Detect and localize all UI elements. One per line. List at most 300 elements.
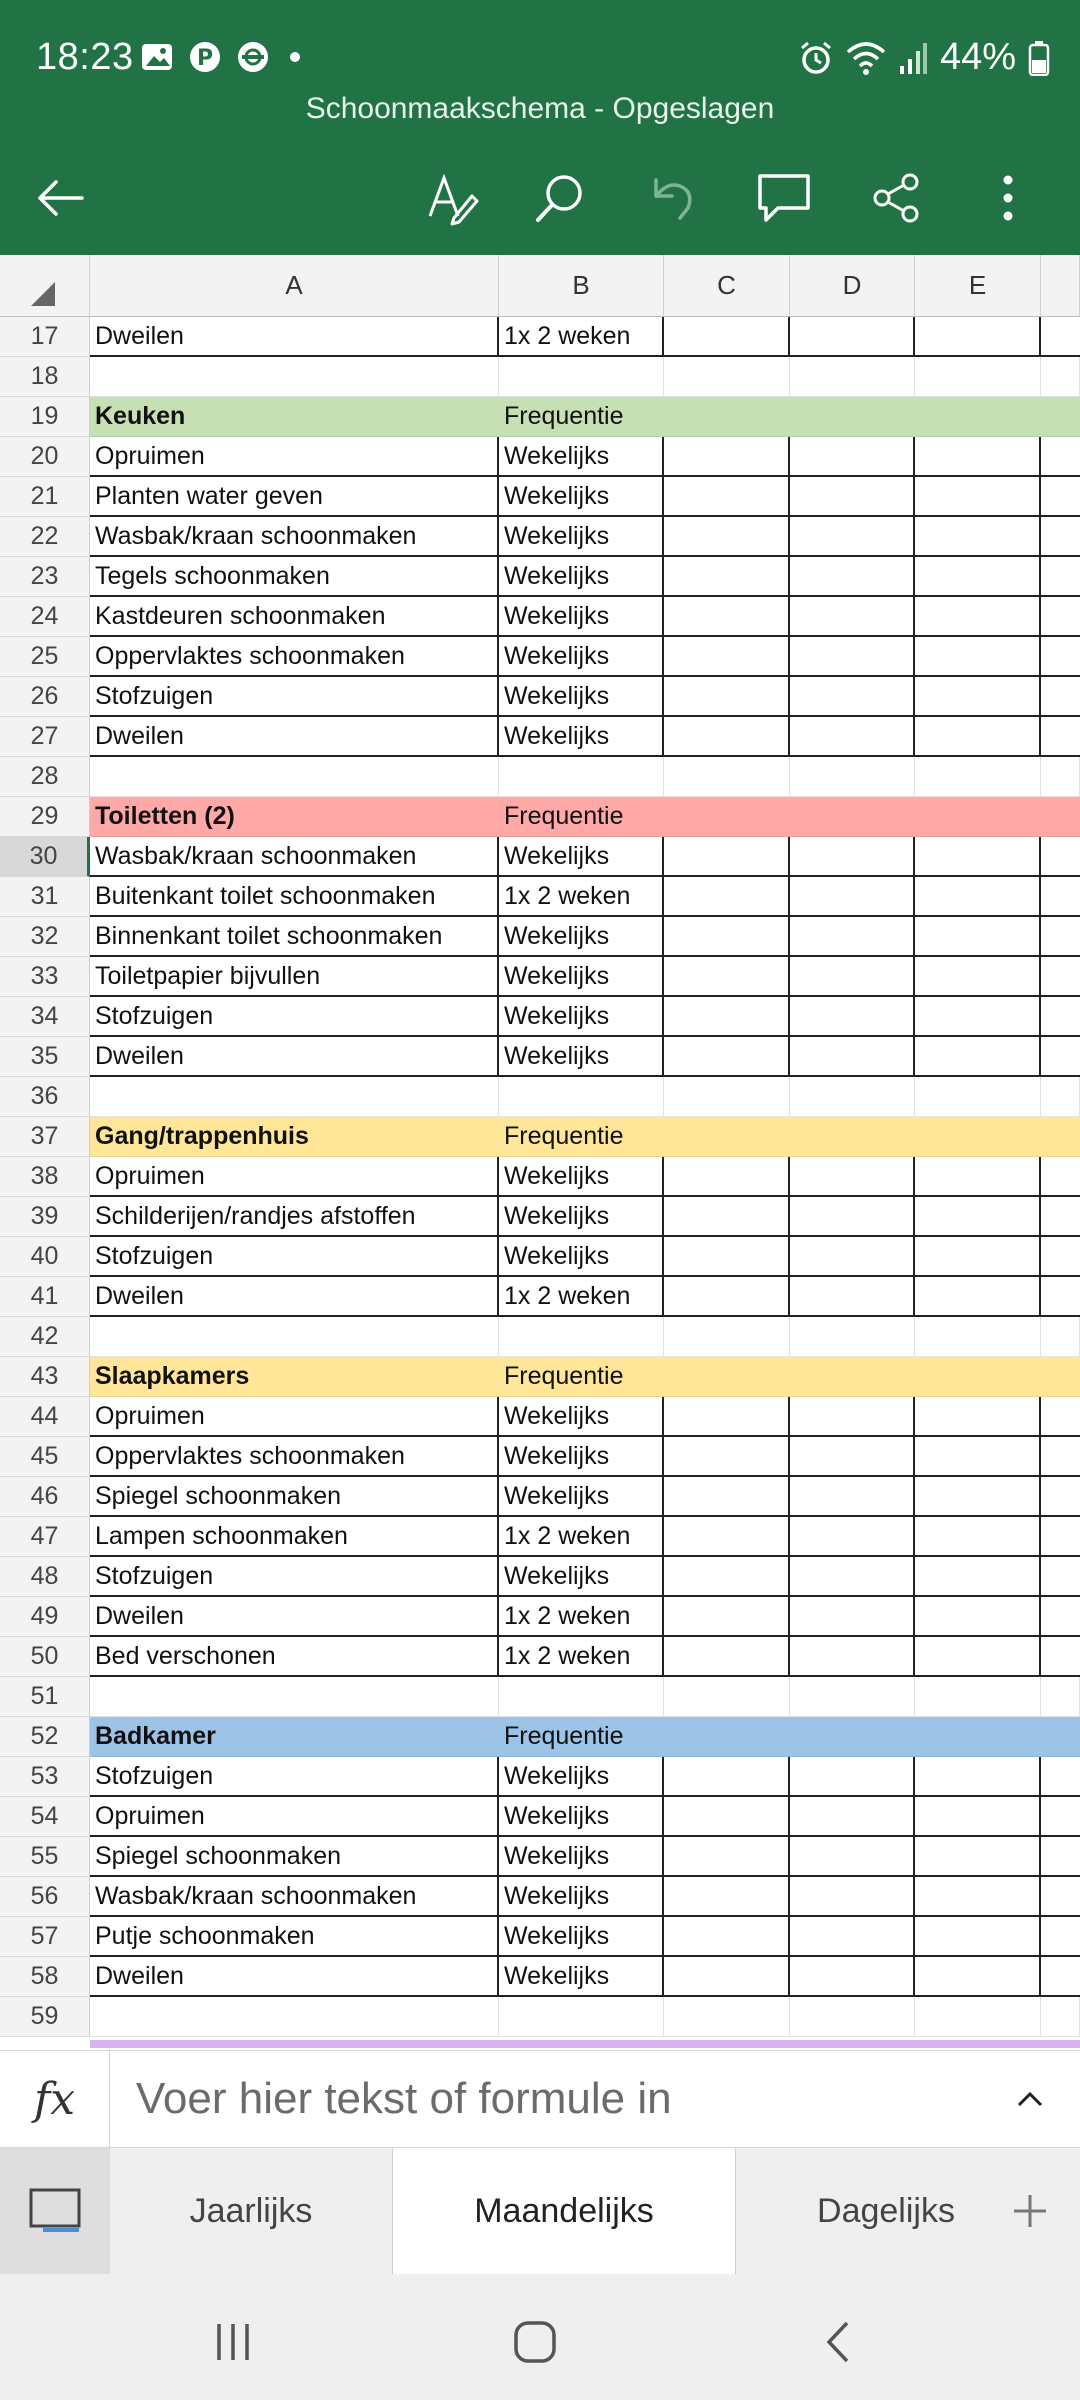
cell-a[interactable]: [90, 1077, 499, 1117]
cell-c[interactable]: [664, 1477, 790, 1517]
cell-d[interactable]: [790, 797, 915, 837]
cell-b[interactable]: Wekelijks: [499, 1957, 664, 1997]
cell-a[interactable]: Planten water geven: [90, 477, 499, 517]
row-number[interactable]: 49: [0, 1597, 90, 1637]
cell-f[interactable]: [1041, 1957, 1080, 1997]
cell-e[interactable]: [915, 437, 1041, 477]
tab-dagelijks[interactable]: Dagelijks: [817, 2191, 955, 2230]
cell-d[interactable]: [790, 1717, 915, 1757]
cell-f[interactable]: [1041, 437, 1080, 477]
cell-e[interactable]: [915, 1957, 1041, 1997]
cell-b[interactable]: Wekelijks: [499, 1477, 664, 1517]
cell-b[interactable]: Wekelijks: [499, 637, 664, 677]
cell-c[interactable]: [664, 1357, 790, 1397]
row-number[interactable]: 47: [0, 1517, 90, 1557]
cell-d[interactable]: [790, 517, 915, 557]
cell-b[interactable]: Wekelijks: [499, 677, 664, 717]
row-number[interactable]: 23: [0, 557, 90, 597]
cell-a[interactable]: [90, 357, 499, 397]
cell-c[interactable]: [664, 437, 790, 477]
cell-e[interactable]: [915, 1797, 1041, 1837]
row-number[interactable]: 29: [0, 797, 90, 837]
back-button[interactable]: [30, 168, 90, 228]
cell-b[interactable]: Wekelijks: [499, 1557, 664, 1597]
column-header-f[interactable]: [1041, 255, 1080, 317]
row-number[interactable]: 55: [0, 1837, 90, 1877]
cell-b[interactable]: [499, 1317, 664, 1357]
cell-b[interactable]: Wekelijks: [499, 1837, 664, 1877]
row-number[interactable]: 20: [0, 437, 90, 477]
cell-d[interactable]: [790, 1797, 915, 1837]
cell-a[interactable]: [90, 1317, 499, 1357]
cell-a[interactable]: Opruimen: [90, 437, 499, 477]
cell-b[interactable]: Frequentie: [499, 397, 664, 437]
row-number[interactable]: 58: [0, 1957, 90, 1997]
cell-f[interactable]: [1041, 877, 1080, 917]
cell-b[interactable]: Wekelijks: [499, 437, 664, 477]
cell-b[interactable]: [499, 357, 664, 397]
cell-a[interactable]: Wasbak/kraan schoonmaken: [90, 517, 499, 557]
cell-e[interactable]: [915, 1197, 1041, 1237]
cell-f[interactable]: [1041, 1517, 1080, 1557]
cell-f[interactable]: [1041, 1757, 1080, 1797]
row-number[interactable]: 37: [0, 1117, 90, 1157]
cell-c[interactable]: [664, 1517, 790, 1557]
cell-d[interactable]: [790, 637, 915, 677]
cell-c[interactable]: [664, 1077, 790, 1117]
cell-b[interactable]: Wekelijks: [499, 1797, 664, 1837]
cell-e[interactable]: [915, 1277, 1041, 1317]
cell-f[interactable]: [1041, 1437, 1080, 1477]
cell-b[interactable]: Frequentie: [499, 1717, 664, 1757]
row-number[interactable]: 59: [0, 1997, 90, 2037]
spreadsheet-grid[interactable]: [0, 255, 1080, 2050]
cell-f[interactable]: [1041, 1397, 1080, 1437]
row-number[interactable]: 30: [0, 837, 90, 877]
cell-d[interactable]: [790, 1237, 915, 1277]
cell-d[interactable]: [790, 1597, 915, 1637]
cell-a[interactable]: Dweilen: [90, 1037, 499, 1077]
cell-c[interactable]: [664, 1637, 790, 1677]
cell-a[interactable]: Stofzuigen: [90, 677, 499, 717]
cell-c[interactable]: [664, 557, 790, 597]
cell-b[interactable]: Frequentie: [499, 1357, 664, 1397]
cell-d[interactable]: [790, 757, 915, 797]
cell-f[interactable]: [1041, 1557, 1080, 1597]
cell-c[interactable]: [664, 1317, 790, 1357]
cell-e[interactable]: [915, 1677, 1041, 1717]
row-number[interactable]: 56: [0, 1877, 90, 1917]
expand-formula-button[interactable]: [1010, 2079, 1050, 2119]
cell-e[interactable]: [915, 1477, 1041, 1517]
cell-f[interactable]: [1041, 717, 1080, 757]
cell-a[interactable]: Spiegel schoonmaken: [90, 1837, 499, 1877]
cell-b[interactable]: Wekelijks: [499, 997, 664, 1037]
cell-a[interactable]: Dweilen: [90, 317, 499, 357]
cell-c[interactable]: [664, 677, 790, 717]
cell-e[interactable]: [915, 1757, 1041, 1797]
cell-f[interactable]: [1041, 1077, 1080, 1117]
cell-d[interactable]: [790, 837, 915, 877]
share-button[interactable]: [866, 168, 926, 228]
cell-a[interactable]: [90, 757, 499, 797]
cell-d[interactable]: [790, 1277, 915, 1317]
cell-d[interactable]: [790, 1757, 915, 1797]
cell-a[interactable]: Oppervlaktes schoonmaken: [90, 637, 499, 677]
cell-d[interactable]: [790, 1157, 915, 1197]
cell-a[interactable]: [90, 1997, 499, 2037]
cell-e[interactable]: [915, 717, 1041, 757]
cell-c[interactable]: [664, 1717, 790, 1757]
cell-d[interactable]: [790, 917, 915, 957]
cell-f[interactable]: [1041, 997, 1080, 1037]
cell-a[interactable]: Tegels schoonmaken: [90, 557, 499, 597]
cell-c[interactable]: [664, 1957, 790, 1997]
sheet-list-button[interactable]: [0, 2148, 110, 2274]
cell-c[interactable]: [664, 477, 790, 517]
cell-d[interactable]: [790, 1557, 915, 1597]
fx-button[interactable]: fx: [0, 2051, 110, 2147]
cell-e[interactable]: [915, 1557, 1041, 1597]
cell-d[interactable]: [790, 1877, 915, 1917]
row-number[interactable]: 32: [0, 917, 90, 957]
formula-input[interactable]: Voer hier tekst of formule in: [136, 2074, 672, 2123]
cell-c[interactable]: [664, 1557, 790, 1597]
cell-f[interactable]: [1041, 357, 1080, 397]
cell-d[interactable]: [790, 997, 915, 1037]
cell-c[interactable]: [664, 837, 790, 877]
cell-f[interactable]: [1041, 517, 1080, 557]
home-button[interactable]: [505, 2312, 565, 2372]
cell-a[interactable]: Putje schoonmaken: [90, 1917, 499, 1957]
cell-e[interactable]: [915, 1117, 1041, 1157]
cell-c[interactable]: [664, 1797, 790, 1837]
cell-f[interactable]: [1041, 1037, 1080, 1077]
cell-e[interactable]: [915, 1877, 1041, 1917]
cell-c[interactable]: [664, 1397, 790, 1437]
cell-e[interactable]: [915, 997, 1041, 1037]
cell-b[interactable]: 1x 2 weken: [499, 317, 664, 357]
cell-b[interactable]: Wekelijks: [499, 1157, 664, 1197]
cell-e[interactable]: [915, 477, 1041, 517]
cell-d[interactable]: [790, 1397, 915, 1437]
column-header-e[interactable]: E: [915, 255, 1041, 317]
select-all-corner[interactable]: [0, 255, 90, 317]
cell-e[interactable]: [915, 1357, 1041, 1397]
cell-d[interactable]: [790, 1997, 915, 2037]
cell-f[interactable]: [1041, 1877, 1080, 1917]
cell-e[interactable]: [915, 397, 1041, 437]
cell-a[interactable]: Dweilen: [90, 1957, 499, 1997]
cell-a[interactable]: Binnenkant toilet schoonmaken: [90, 917, 499, 957]
row-number[interactable]: 22: [0, 517, 90, 557]
cell-d[interactable]: [790, 477, 915, 517]
cell-a[interactable]: Wasbak/kraan schoonmaken: [90, 837, 499, 877]
cell-b[interactable]: [499, 1677, 664, 1717]
cell-e[interactable]: [915, 1077, 1041, 1117]
cell-f[interactable]: [1041, 1717, 1080, 1757]
cell-e[interactable]: [915, 1837, 1041, 1877]
cell-f[interactable]: [1041, 597, 1080, 637]
cell-a[interactable]: Toiletten (2): [90, 797, 499, 837]
row-number[interactable]: 24: [0, 597, 90, 637]
cell-b[interactable]: Wekelijks: [499, 1037, 664, 1077]
cell-a[interactable]: Stofzuigen: [90, 1237, 499, 1277]
cell-c[interactable]: [664, 1837, 790, 1877]
cell-b[interactable]: Wekelijks: [499, 957, 664, 997]
tab-maandelijks[interactable]: Maandelijks: [392, 2148, 736, 2274]
cell-b[interactable]: Wekelijks: [499, 477, 664, 517]
cell-c[interactable]: [664, 1677, 790, 1717]
cell-f[interactable]: [1041, 1797, 1080, 1837]
row-number[interactable]: 28: [0, 757, 90, 797]
cell-c[interactable]: [664, 1597, 790, 1637]
cell-a[interactable]: Spiegel schoonmaken: [90, 1477, 499, 1517]
cell-c[interactable]: [664, 757, 790, 797]
cell-d[interactable]: [790, 397, 915, 437]
cell-e[interactable]: [915, 557, 1041, 597]
cell-e[interactable]: [915, 1517, 1041, 1557]
more-options-button[interactable]: [978, 168, 1038, 228]
cell-c[interactable]: [664, 357, 790, 397]
cell-f[interactable]: [1041, 677, 1080, 717]
row-number[interactable]: 43: [0, 1357, 90, 1397]
cell-f[interactable]: [1041, 1357, 1080, 1397]
cell-c[interactable]: [664, 637, 790, 677]
cell-f[interactable]: [1041, 757, 1080, 797]
cell-f[interactable]: [1041, 557, 1080, 597]
cell-c[interactable]: [664, 957, 790, 997]
cell-f[interactable]: [1041, 797, 1080, 837]
cell-f[interactable]: [1041, 637, 1080, 677]
cell-b[interactable]: [499, 1997, 664, 2037]
cell-e[interactable]: [915, 517, 1041, 557]
cell-b[interactable]: 1x 2 weken: [499, 1597, 664, 1637]
cell-f[interactable]: [1041, 837, 1080, 877]
cell-c[interactable]: [664, 597, 790, 637]
cell-d[interactable]: [790, 357, 915, 397]
cell-c[interactable]: [664, 1157, 790, 1197]
cell-d[interactable]: [790, 1037, 915, 1077]
cell-c[interactable]: [664, 717, 790, 757]
row-number[interactable]: 18: [0, 357, 90, 397]
cell-e[interactable]: [915, 1037, 1041, 1077]
cell-f[interactable]: [1041, 1597, 1080, 1637]
cell-a[interactable]: [90, 1677, 499, 1717]
cell-e[interactable]: [915, 677, 1041, 717]
cell-d[interactable]: [790, 1437, 915, 1477]
undo-button[interactable]: [642, 168, 702, 228]
row-number[interactable]: 44: [0, 1397, 90, 1437]
cell-c[interactable]: [664, 1757, 790, 1797]
cell-c[interactable]: [664, 1917, 790, 1957]
row-number[interactable]: 45: [0, 1437, 90, 1477]
add-sheet-button[interactable]: [1000, 2181, 1060, 2241]
cell-f[interactable]: [1041, 1677, 1080, 1717]
cell-a[interactable]: Gang/trappenhuis: [90, 1117, 499, 1157]
cell-d[interactable]: [790, 957, 915, 997]
cell-a[interactable]: Dweilen: [90, 1597, 499, 1637]
cell-e[interactable]: [915, 757, 1041, 797]
cell-b[interactable]: Wekelijks: [499, 717, 664, 757]
cell-c[interactable]: [664, 397, 790, 437]
cell-a[interactable]: Dweilen: [90, 1277, 499, 1317]
cell-f[interactable]: [1041, 397, 1080, 437]
cell-c[interactable]: [664, 917, 790, 957]
row-number[interactable]: 42: [0, 1317, 90, 1357]
row-number[interactable]: 51: [0, 1677, 90, 1717]
cell-e[interactable]: [915, 1397, 1041, 1437]
cell-f[interactable]: [1041, 1917, 1080, 1957]
row-number[interactable]: 33: [0, 957, 90, 997]
row-number[interactable]: 57: [0, 1917, 90, 1957]
cell-b[interactable]: Wekelijks: [499, 1397, 664, 1437]
cell-e[interactable]: [915, 317, 1041, 357]
row-number[interactable]: 39: [0, 1197, 90, 1237]
cell-e[interactable]: [915, 1717, 1041, 1757]
cell-a[interactable]: Dweilen: [90, 717, 499, 757]
cell-e[interactable]: [915, 1237, 1041, 1277]
search-button[interactable]: [530, 168, 590, 228]
recent-apps-button[interactable]: [203, 2312, 263, 2372]
cell-d[interactable]: [790, 597, 915, 637]
cell-d[interactable]: [790, 717, 915, 757]
cell-d[interactable]: [790, 877, 915, 917]
cell-a[interactable]: Schilderijen/randjes afstoffen: [90, 1197, 499, 1237]
cell-c[interactable]: [664, 797, 790, 837]
cell-f[interactable]: [1041, 1117, 1080, 1157]
cell-a[interactable]: Lampen schoonmaken: [90, 1517, 499, 1557]
row-number[interactable]: 40: [0, 1237, 90, 1277]
cell-d[interactable]: [790, 677, 915, 717]
cell-d[interactable]: [790, 1917, 915, 1957]
cell-b[interactable]: 1x 2 weken: [499, 1517, 664, 1557]
cell-d[interactable]: [790, 557, 915, 597]
cell-a[interactable]: Opruimen: [90, 1157, 499, 1197]
cell-c[interactable]: [664, 877, 790, 917]
row-number[interactable]: 48: [0, 1557, 90, 1597]
cell-e[interactable]: [915, 1997, 1041, 2037]
cell-b[interactable]: Wekelijks: [499, 1437, 664, 1477]
cell-b[interactable]: 1x 2 weken: [499, 1637, 664, 1677]
column-header-a[interactable]: A: [90, 255, 499, 317]
cell-e[interactable]: [915, 1157, 1041, 1197]
cell-b[interactable]: Wekelijks: [499, 557, 664, 597]
row-number[interactable]: 46: [0, 1477, 90, 1517]
cell-a[interactable]: Toiletpapier bijvullen: [90, 957, 499, 997]
cell-f[interactable]: [1041, 477, 1080, 517]
cell-c[interactable]: [664, 1037, 790, 1077]
cell-d[interactable]: [790, 1637, 915, 1677]
cell-f[interactable]: [1041, 1157, 1080, 1197]
cell-d[interactable]: [790, 437, 915, 477]
cell-d[interactable]: [790, 1517, 915, 1557]
row-number[interactable]: 27: [0, 717, 90, 757]
cell-b[interactable]: Wekelijks: [499, 1877, 664, 1917]
cell-e[interactable]: [915, 357, 1041, 397]
cell-c[interactable]: [664, 1997, 790, 2037]
row-number[interactable]: 31: [0, 877, 90, 917]
column-header-b[interactable]: B: [499, 255, 664, 317]
tab-jaarlijks[interactable]: Jaarlijks: [189, 2191, 313, 2230]
cell-b[interactable]: Wekelijks: [499, 1237, 664, 1277]
cell-b[interactable]: Wekelijks: [499, 1197, 664, 1237]
cell-f[interactable]: [1041, 1197, 1080, 1237]
cell-c[interactable]: [664, 317, 790, 357]
cell-e[interactable]: [915, 1637, 1041, 1677]
row-number[interactable]: 50: [0, 1637, 90, 1677]
cell-a[interactable]: Bed verschonen: [90, 1637, 499, 1677]
cell-a[interactable]: Stofzuigen: [90, 997, 499, 1037]
row-number[interactable]: 52: [0, 1717, 90, 1757]
row-number[interactable]: 34: [0, 997, 90, 1037]
cell-e[interactable]: [915, 597, 1041, 637]
cell-f[interactable]: [1041, 1477, 1080, 1517]
cell-c[interactable]: [664, 1117, 790, 1157]
cell-a[interactable]: Badkamer: [90, 1717, 499, 1757]
cell-c[interactable]: [664, 1877, 790, 1917]
cell-e[interactable]: [915, 797, 1041, 837]
row-number[interactable]: 36: [0, 1077, 90, 1117]
cell-a[interactable]: Kastdeuren schoonmaken: [90, 597, 499, 637]
cell-e[interactable]: [915, 957, 1041, 997]
cell-e[interactable]: [915, 837, 1041, 877]
cell-f[interactable]: [1041, 1997, 1080, 2037]
cell-d[interactable]: [790, 1117, 915, 1157]
cell-d[interactable]: [790, 1837, 915, 1877]
comment-button[interactable]: [754, 168, 814, 228]
cell-e[interactable]: [915, 917, 1041, 957]
cell-c[interactable]: [664, 1437, 790, 1477]
cell-e[interactable]: [915, 1317, 1041, 1357]
cell-f[interactable]: [1041, 1237, 1080, 1277]
cell-a[interactable]: Oppervlaktes schoonmaken: [90, 1437, 499, 1477]
cell-b[interactable]: Frequentie: [499, 797, 664, 837]
cell-a[interactable]: Keuken: [90, 397, 499, 437]
row-number[interactable]: 25: [0, 637, 90, 677]
cell-a[interactable]: Stofzuigen: [90, 1557, 499, 1597]
cell-e[interactable]: [915, 1597, 1041, 1637]
cell-e[interactable]: [915, 1917, 1041, 1957]
cell-f[interactable]: [1041, 1637, 1080, 1677]
cell-c[interactable]: [664, 517, 790, 557]
cell-e[interactable]: [915, 1437, 1041, 1477]
row-number[interactable]: 41: [0, 1277, 90, 1317]
cell-f[interactable]: [1041, 957, 1080, 997]
column-header-c[interactable]: C: [664, 255, 790, 317]
format-button[interactable]: [422, 168, 482, 228]
row-number[interactable]: 38: [0, 1157, 90, 1197]
cell-d[interactable]: [790, 1677, 915, 1717]
cell-b[interactable]: Frequentie: [499, 1117, 664, 1157]
cell-d[interactable]: [790, 317, 915, 357]
row-number[interactable]: 26: [0, 677, 90, 717]
cell-b[interactable]: [499, 1077, 664, 1117]
cell-f[interactable]: [1041, 1277, 1080, 1317]
row-number[interactable]: 19: [0, 397, 90, 437]
row-number[interactable]: 54: [0, 1797, 90, 1837]
cell-b[interactable]: Wekelijks: [499, 1917, 664, 1957]
cell-c[interactable]: [664, 997, 790, 1037]
cell-a[interactable]: Opruimen: [90, 1397, 499, 1437]
cell-b[interactable]: Wekelijks: [499, 917, 664, 957]
cell-b[interactable]: Wekelijks: [499, 1757, 664, 1797]
cell-b[interactable]: Wekelijks: [499, 597, 664, 637]
row-number[interactable]: 21: [0, 477, 90, 517]
cell-e[interactable]: [915, 637, 1041, 677]
cell-a[interactable]: Wasbak/kraan schoonmaken: [90, 1877, 499, 1917]
row-number[interactable]: 35: [0, 1037, 90, 1077]
